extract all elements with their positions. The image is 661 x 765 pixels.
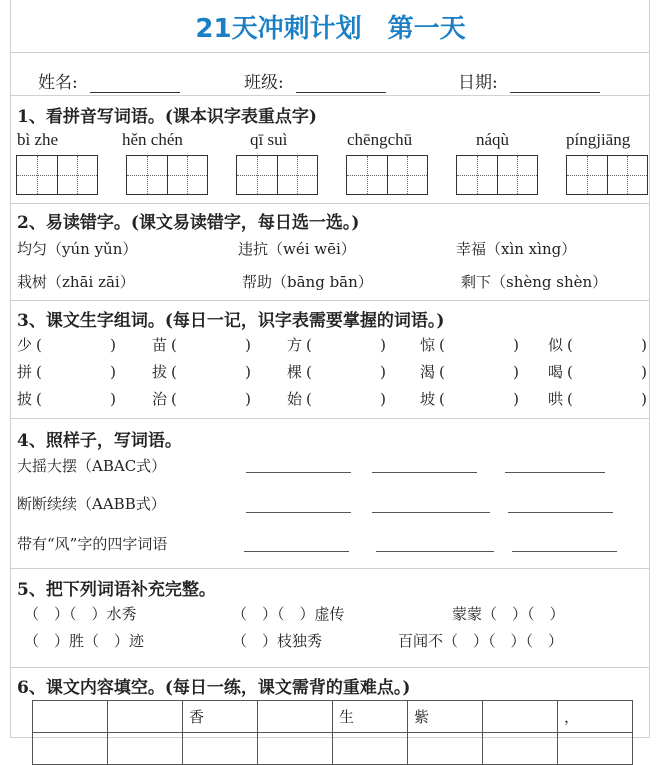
char: 治: [152, 390, 168, 408]
class-label: 班级:: [244, 73, 284, 93]
answer-line[interactable]: [246, 472, 351, 473]
table-cell[interactable]: 香: [183, 701, 258, 733]
table-cell[interactable]: [33, 701, 108, 733]
word-item[interactable]: 始 ( ): [287, 390, 387, 408]
divider: [10, 52, 650, 53]
table-cell[interactable]: [333, 733, 408, 765]
pinyin: hěn chén: [122, 130, 183, 149]
section-3-heading: 3、课文生字组词。(每日一记，识字表需要掌握的词语。): [17, 311, 445, 331]
word-item[interactable]: 苗 ( ): [152, 336, 252, 354]
choice-item[interactable]: 栽树（zhāi zāi）: [17, 273, 135, 291]
writing-grid[interactable]: [456, 155, 538, 195]
word-item[interactable]: 哄 ( ): [548, 390, 648, 408]
word-item[interactable]: 渴 ( ): [420, 363, 520, 381]
section-2-heading: 2、易读错字。(课文易读错字，每日选一选。): [17, 213, 360, 233]
divider: [10, 418, 650, 419]
answer-line[interactable]: [372, 512, 490, 513]
pattern-label: 大摇大摆（ABAC式）: [17, 457, 167, 475]
char: 少: [17, 336, 33, 354]
char: 披: [17, 390, 33, 408]
table-cell[interactable]: [258, 733, 333, 765]
answer-line[interactable]: [372, 472, 477, 473]
pinyin: bì zhe: [17, 130, 59, 149]
table-cell[interactable]: [33, 733, 108, 765]
table-cell[interactable]: [108, 733, 183, 765]
answer-line[interactable]: [505, 472, 605, 473]
writing-grid[interactable]: [346, 155, 428, 195]
idiom-item[interactable]: （ ）（ ）虚传: [232, 605, 345, 623]
date-label: 日期:: [458, 73, 498, 93]
char: 始: [287, 390, 303, 408]
char: 拔: [152, 363, 168, 381]
pinyin: qī suì: [250, 130, 288, 149]
answer-line[interactable]: [512, 551, 617, 552]
choice-item[interactable]: 幸福（xìn xìng）: [456, 240, 577, 258]
char: 似: [548, 336, 564, 354]
char: 喝: [548, 363, 564, 381]
choice-item[interactable]: 违抗（wéi wēi）: [238, 240, 356, 258]
section-5-heading: 5、把下列词语补充完整。: [17, 580, 216, 600]
date-field[interactable]: [458, 68, 600, 93]
divider: [10, 203, 650, 204]
table-cell[interactable]: [258, 701, 333, 733]
word-item[interactable]: 方 ( ): [287, 336, 387, 354]
section-4-heading: 4、照样子，写词语。: [17, 431, 182, 451]
word-item[interactable]: 披 ( ): [17, 390, 117, 408]
table-cell[interactable]: 紫: [408, 701, 483, 733]
char: 惊: [420, 336, 436, 354]
word-item[interactable]: 坡 ( ): [420, 390, 520, 408]
char: 苗: [152, 336, 168, 354]
table-cell[interactable]: [483, 701, 558, 733]
name-label: 姓名:: [38, 73, 78, 93]
table-cell[interactable]: [483, 733, 558, 765]
answer-line[interactable]: [244, 551, 349, 552]
table-cell[interactable]: [183, 733, 258, 765]
choice-item[interactable]: 帮助（bāng bān）: [242, 273, 373, 291]
answer-line[interactable]: [376, 551, 494, 552]
char: 棵: [287, 363, 303, 381]
choice-item[interactable]: 剩下（shèng shèn）: [461, 273, 608, 291]
word-item[interactable]: 治 ( ): [152, 390, 252, 408]
pinyin: chēngchū: [347, 130, 413, 149]
idiom-item[interactable]: （ ）枝独秀: [232, 632, 323, 650]
char: 渴: [420, 363, 436, 381]
word-item[interactable]: 拼 ( ): [17, 363, 117, 381]
char: 哄: [548, 390, 564, 408]
char: 拼: [17, 363, 33, 381]
pinyin: píngjiāng: [566, 130, 631, 149]
table-cell[interactable]: [558, 733, 633, 765]
word-item[interactable]: 似 ( ): [548, 336, 648, 354]
idiom-item[interactable]: （ ）（ ）水秀: [24, 605, 137, 623]
answer-line[interactable]: [246, 512, 351, 513]
table-cell[interactable]: [108, 701, 183, 733]
divider: [10, 300, 650, 301]
word-item[interactable]: 喝 ( ): [548, 363, 648, 381]
divider: [10, 95, 650, 96]
idiom-item[interactable]: （ ）胜（ ）迹: [24, 632, 145, 650]
writing-grid[interactable]: [236, 155, 318, 195]
pinyin: náqù: [476, 130, 510, 149]
char: 方: [287, 336, 303, 354]
name-field[interactable]: [38, 68, 180, 93]
pattern-label: 带有“风”字的四字词语: [17, 535, 168, 553]
class-field[interactable]: [244, 68, 386, 93]
word-item[interactable]: 拔 ( ): [152, 363, 252, 381]
choice-item[interactable]: 均匀（yún yǔn）: [17, 240, 138, 258]
writing-grid[interactable]: [16, 155, 98, 195]
word-item[interactable]: 惊 ( ): [420, 336, 520, 354]
page-title: 21天冲刺计划 第一天: [195, 14, 466, 44]
divider: [10, 667, 650, 668]
answer-line[interactable]: [508, 512, 613, 513]
char: 坡: [420, 390, 436, 408]
section-1-heading: 1、看拼音写词语。(课本识字表重点字): [17, 107, 317, 127]
idiom-item[interactable]: 蒙蒙（ ）（ ）: [452, 605, 565, 623]
section-6-heading: 6、课文内容填空。(每日一练，课文需背的重难点。): [17, 678, 411, 698]
idiom-item[interactable]: 百闻不（ ）（ ）（ ）: [398, 632, 564, 650]
writing-grid[interactable]: [566, 155, 648, 195]
word-item[interactable]: 少 ( ): [17, 336, 117, 354]
writing-grid[interactable]: [126, 155, 208, 195]
divider: [10, 568, 650, 569]
table-cell[interactable]: 生: [333, 701, 408, 733]
table-cell[interactable]: ，: [558, 701, 633, 733]
word-item[interactable]: 棵 ( ): [287, 363, 387, 381]
pattern-label: 断断续续（AABB式）: [17, 495, 166, 513]
table-cell[interactable]: [408, 733, 483, 765]
